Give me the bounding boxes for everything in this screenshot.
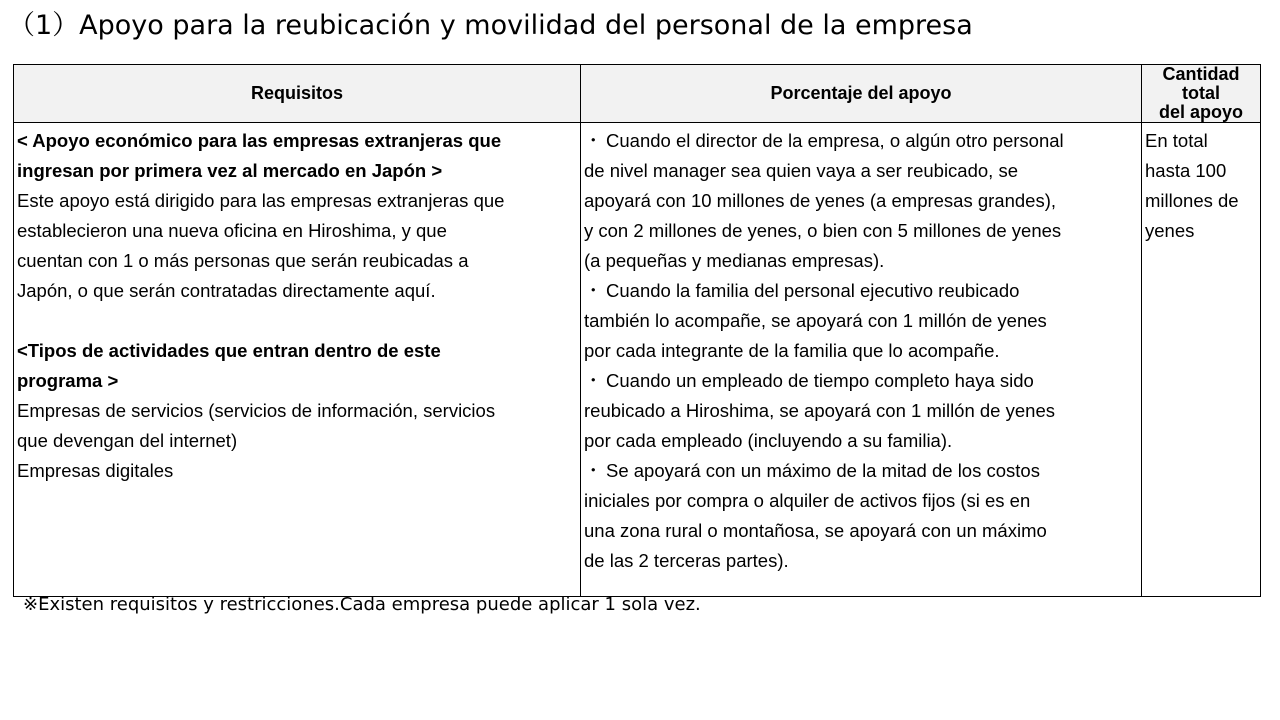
activity-line: Empresas digitales xyxy=(17,460,174,481)
header-percentage: Porcentaje del apoyo xyxy=(581,65,1142,123)
requirements-heading-2-cont: programa > xyxy=(17,370,119,391)
amount-line: yenes xyxy=(1145,220,1195,241)
activity-line: que devengan del internet) xyxy=(17,430,238,451)
percentage-item-3: ・ Cuando un empleado de tiempo completo haya sido xyxy=(584,366,1139,396)
support-table xyxy=(13,64,1261,597)
percentage-cell xyxy=(581,123,1142,597)
blank-line xyxy=(17,306,578,336)
percentage-item-4: ・ Se apoyará con un máximo de la mitad de los costos xyxy=(584,456,1139,486)
requirements-cell xyxy=(14,123,581,597)
requirements-desc-line: Japón, o que serán contratadas directamente aquí. xyxy=(17,280,436,301)
amount-line: hasta 100 xyxy=(1145,160,1227,181)
percentage-item-2-line: por cada integrante de la familia que lo acompañe. xyxy=(584,340,1000,361)
header-amount-line1: Cantidad total xyxy=(1162,64,1240,103)
header-requirements: Requisitos xyxy=(14,65,581,123)
percentage-item-1-line: y con 2 millones de yenes, o bien con 5 millones de yenes xyxy=(584,220,1062,241)
percentage-item-4-line: de las 2 terceras partes). xyxy=(584,550,789,571)
footnote: ※Existen requisitos y restricciones.Cada empresa puede aplicar 1 sola vez. xyxy=(23,594,701,615)
bullet-icon: ・ xyxy=(584,280,603,301)
percentage-item-2-line: también lo acompañe, se apoyará con 1 millón de yenes xyxy=(584,310,1047,331)
bullet-icon: ・ xyxy=(584,130,603,151)
percentage-item-3-line: reubicado a Hiroshima, se apoyará con 1 millón de yenes xyxy=(584,400,1055,421)
page-title: （1）Apoyo para la reubicación y movilidad del personal de la empresa xyxy=(8,10,973,41)
percentage-item-1-line: (a pequeñas y medianas empresas). xyxy=(584,250,885,271)
table-row xyxy=(14,123,1261,597)
amount-line: En total xyxy=(1145,130,1208,151)
header-amount xyxy=(1142,65,1261,123)
percentage-item-1-line: de nivel manager sea quien vaya a ser reubicado, se xyxy=(584,160,1018,181)
requirements-desc-line: cuentan con 1 o más personas que serán reubicadas a xyxy=(17,250,469,271)
percentage-item-2: ・ Cuando la familia del personal ejecutivo reubicado xyxy=(584,276,1139,306)
requirements-desc-line: Este apoyo está dirigido para las empresas extranjeras que xyxy=(17,190,505,211)
percentage-item-1-line: apoyará con 10 millones de yenes (a empresas grandes), xyxy=(584,190,1057,211)
requirements-heading-1: < Apoyo económico para las empresas extranjeras que xyxy=(17,130,502,151)
bullet-icon: ・ xyxy=(584,370,603,391)
amount-cell xyxy=(1142,123,1261,597)
percentage-item-1: ・ Cuando el director de la empresa, o algún otro personal xyxy=(584,126,1139,156)
percentage-item-3-line: por cada empleado (incluyendo a su familia). xyxy=(584,430,953,451)
percentage-item-4-line: iniciales por compra o alquiler de activos fijos (si es en xyxy=(584,490,1031,511)
bullet-icon: ・ xyxy=(584,460,603,481)
table-header-row xyxy=(14,65,1261,123)
header-amount-line2: del apoyo xyxy=(1158,102,1243,122)
amount-line: millones de xyxy=(1145,190,1239,211)
percentage-item-4-line: una zona rural o montañosa, se apoyará con un máximo xyxy=(584,520,1047,541)
activity-line: Empresas de servicios (servicios de información, servicios xyxy=(17,400,496,421)
requirements-desc-line: establecieron una nueva oficina en Hiroshima, y que xyxy=(17,220,447,241)
requirements-heading-2: <Tipos de actividades que entran dentro de este xyxy=(17,340,441,361)
requirements-heading-1-cont: ingresan por primera vez al mercado en Japón > xyxy=(17,160,443,181)
